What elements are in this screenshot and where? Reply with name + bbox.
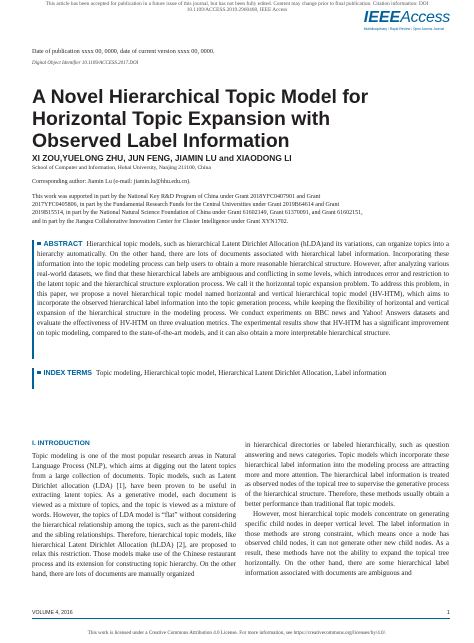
author-list: XI ZOU,YUELONG ZHU, JUN FENG, JIAMIN LU and XIAODONG LI — [32, 153, 292, 163]
square-bullet-icon — [37, 242, 41, 246]
index-terms-body — [37, 368, 449, 378]
index-terms-accent-bar — [32, 368, 34, 389]
left-column — [32, 452, 236, 580]
abstract-accent-bar — [32, 240, 34, 359]
volume-label: VOLUME 4, 2016 — [32, 610, 73, 616]
acceptance-notice-line-2: 10.1109/ACCESS.2019.2960468, IEEE Access — [186, 7, 288, 14]
right-column — [245, 441, 449, 579]
ieee-access-wordmark — [364, 10, 450, 26]
funding-line: This work was supported in part by the National Key R&D Program of China under Grant 2018YFC0407901 and Grant — [32, 194, 321, 200]
abstract-text: Hierarchical topic models, such as hierarchical Latent Dirichlet Allocation (hLDA)and its variations, can organize topics into a hierarchy automatically. On the other hand, there are lots of documents associated with hierarchical label information. Incorporating these information into the topic modeling process can help users to obtain a more reasonable hierarchical structure. However, after analyzing various real-world datasets, we find that these hierarchical labels are ambiguous and conflicting in some levels, which introduces error and restriction to the latent topic and the hierarchical structure exploration process. We call it the horizontal topic expansion problem. To address this problem, in this paper, we propose a novel hierarchical topic model named horizontal and vertical hierarchical topic model (HV-HTM), which aims to incorporate the observed hierarchical label information into the topic generation process, while keeping the flexibility of horizontal and vertical expansion of the hierarchical structure in the modeling process. We conduct experiments on BBC news and Yahoo! Answers datasets and evaluate the effectiveness of HV-HTM on three evaluation metrics. The experimental results show that HV-HTM has a significant improvement on topic modeling, compared to the state-of-the-art models, and it can also obtain a more interpretable hierarchical structure. — [37, 240, 449, 338]
brand-tagline: Multidisciplinary ⁞ Rapid Review ⁞ Open Access Journal — [363, 27, 445, 31]
title-line-1: A Novel Hierarchical Topic Model for — [32, 86, 369, 108]
funding-line: 2019B15514, in part by the National Natural Science Foundation of China under Grant 61602149, Grant 61370091, and Grant 61602151, — [32, 210, 363, 217]
abstract-label: ABSTRACT — [43, 240, 83, 248]
publication-info: Date of publication xxxx 00, 0000, date of current version xxxx 00, 0000. — [32, 48, 215, 55]
corresponding-author: Corresponding author: Jiamin Lu (e-mail: jiamin.lu@hhu.edu.cn). — [32, 179, 191, 185]
square-bullet-icon — [37, 371, 41, 375]
footer-divider — [32, 618, 450, 619]
brand-access: Access — [400, 9, 450, 26]
index-terms-label: INDEX TERMS — [43, 369, 92, 377]
doi-line: Digital Object Identifier 10.1109/ACCESS.2017.DOI — [32, 61, 139, 66]
funding-line: and in part by the Jiangsu Collaborative Innovation Center for Cluster Intelligence under Grant XYN1702. — [32, 218, 289, 225]
title-line-3: Observed Label Information — [32, 130, 290, 153]
section-heading-introduction: I. INTRODUCTION — [32, 440, 90, 447]
page-number: 1 — [446, 610, 450, 616]
affiliation: School of Computer and Information, Hohai University, Nanjing 211100, China — [32, 165, 211, 171]
brand-ieee: IEEE — [363, 9, 401, 26]
funding-line: 2017YFC0405806, in part by the Fundamental Research Funds for the Central Universities under Grant 2019B64614 and Grant — [32, 202, 340, 209]
intro-paragraph: in hierarchical directories or labeled hierarchically, such as question answering and news categories. Topic models which incorporate these hierarchical label information into the modeling process are attracting more and more attention. The hierarchical label information is treated as observed nodes of the topical tree to supervise the generative process of the hierarchical structure. Therefore, these methods usually obtain a better performance than traditional flat topic models. — [245, 441, 449, 509]
intro-paragraph: However, most hierarchical topic models concentrate on generating specific child nodes in deeper vertical level. The label information in those methods are strong constraint, which means once a node has observed child nodes, it can not generate other new child nodes. As a result, these methods have not the ability to expand the topical tree horizontally. On the other hand, there are some hierarchical label information associated with documents are ambiguous and — [245, 509, 449, 577]
intro-paragraph: Topic modeling is one of the most popular research areas in Natural Language Process (NLP), which aims at digging out the latent topics from a large collection of documents. Topic models, such as Latent Dirichlet allocation (LDA) [1], have been proven to be useful in extracting latent topics. As a generative model, each document is viewed as a mixture of topics, and the topic is viewed as a mixture of words. However, the topics of LDA model is “flat” without considering the hierarchical relationship among the topics, such as the parent-child and the sibling relationships. Therefore, hierarchical topic models, like hierarchical Latent Dirichlet Allocation (hLDA) [2], are proposed to relax this restriction. Those models make use of the Chinese restaurant process and its extension for constructing topic hierarchy. On the other hand, there are lots of documents are manually organized — [32, 452, 236, 579]
abstract-body — [37, 240, 449, 339]
funding-statement — [32, 193, 452, 226]
license-notice: This work is licensed under a Creative Commons Attribution 4.0 License. For more information, see https://creativecommons.org/licenses/by/4.0/. — [87, 630, 387, 636]
acceptance-notice-line-1: This article has been accepted for publication in a future issue of this journal, but has not been fully edited. Content may change prior to final publication. Citation information: DOI — [45, 1, 429, 7]
title-line-2: Horizontal Topic Expansion with — [32, 108, 331, 131]
ieee-access-logo — [364, 10, 450, 31]
index-terms-text: Topic modeling, Hierarchical topic model, Hierarchical Latent Dirichlet Allocation, Label information — [95, 369, 387, 377]
paper-title — [32, 86, 452, 153]
